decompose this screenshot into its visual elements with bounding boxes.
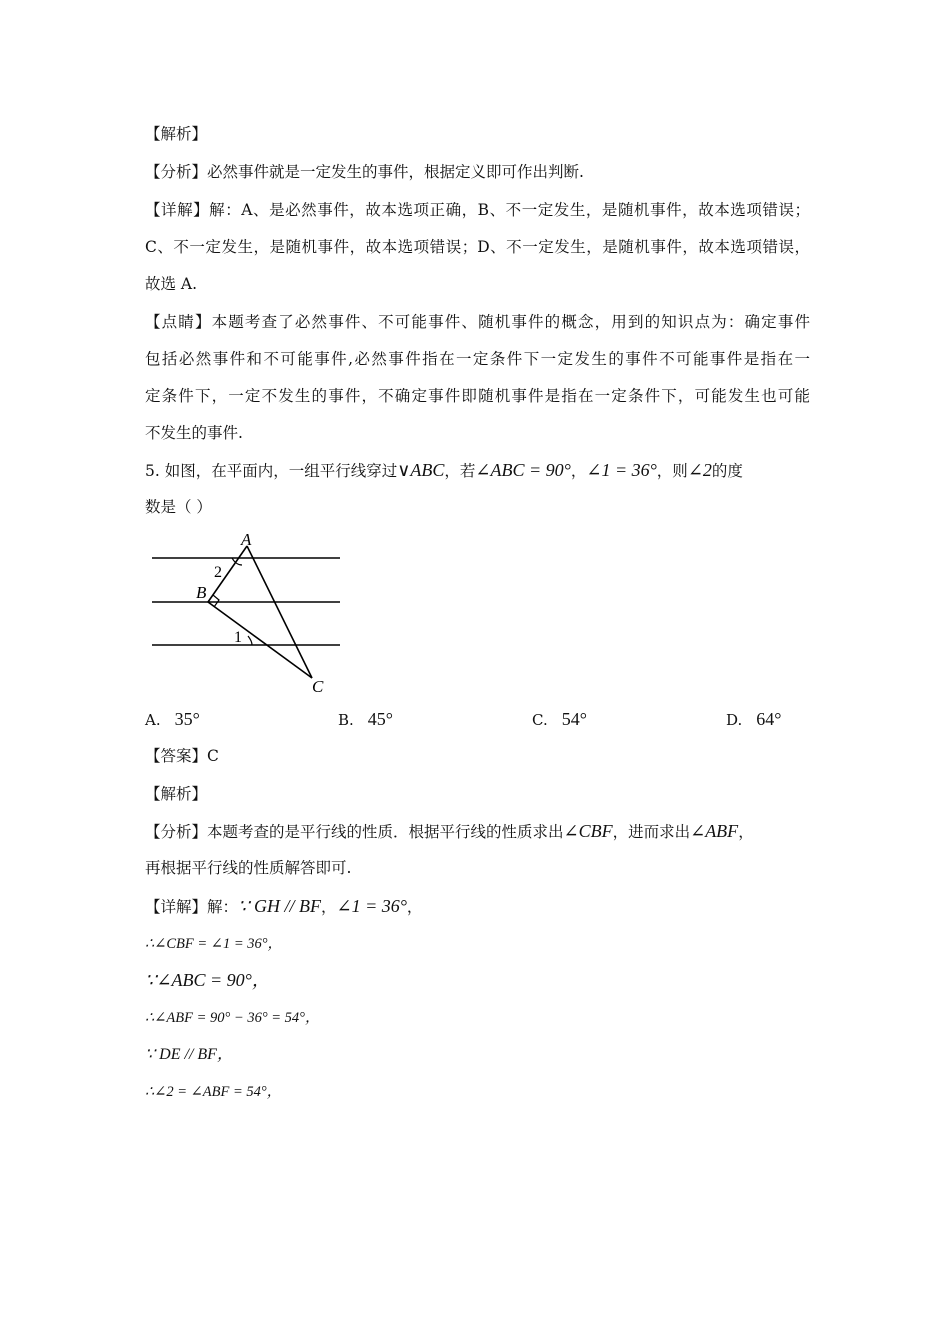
right-angle-mark: [213, 595, 219, 607]
option-d-letter: D.: [726, 711, 743, 729]
q5-analysis-line-2: 再根据平行线的性质解答即可.: [145, 859, 352, 877]
note-line-2: 包括必然事件和不可能事件,必然事件指在一定条件下一定发生的事件不可能事件是指在一: [145, 350, 810, 368]
stem-sep-1: ，若: [444, 462, 476, 480]
parallel-lines-figure: [140, 528, 350, 698]
option-c[interactable]: [532, 708, 587, 731]
label-b: B: [196, 583, 207, 602]
analysis-paragraph: 【分析】必然事件就是一定发生的事件，根据定义即可作出判断.: [145, 163, 584, 181]
segment-bc: [208, 602, 312, 678]
note-line-3: 定条件下，一定不发生的事件，不确定事件即随机事件是指在一定条件下，可能发生也可能: [145, 387, 810, 405]
option-d-value: 64°: [756, 709, 782, 729]
q5-analysis-heading: 【解析】: [145, 785, 208, 803]
option-a-value: 35°: [174, 709, 200, 729]
option-c-value: 54°: [561, 709, 587, 729]
step-sep: ，: [320, 898, 337, 916]
note-line-1: 【点睛】本题考查了必然事件、不可能事件、随机事件的概念，用到的知识点为：确定事件: [145, 313, 810, 331]
angle-abf: ∠ABF: [690, 821, 739, 841]
target-angle-2: ∠2: [687, 460, 712, 480]
stem-text-b: ，则: [656, 462, 688, 480]
label-angle-1: 1: [234, 629, 242, 646]
step-angle-2: ∴∠2 = ∠ABF = 54°，: [145, 1084, 282, 1100]
option-b-letter: B.: [338, 711, 354, 729]
option-c-letter: C.: [532, 711, 548, 729]
stem-text-a: 5. 如图，在平面内，一组平行线穿过: [145, 462, 398, 480]
step-gh-parallel-bf: ∵ GH // BF: [238, 896, 321, 916]
triangle-symbol: ∨ABC: [397, 460, 445, 480]
analysis-text-b: ，进而求出: [612, 823, 691, 841]
note-line-4: 不发生的事件.: [145, 424, 243, 442]
stem-sep-2: ，: [570, 462, 587, 480]
detail-line-1: 【详解】解：A、是必然事件，故本选项正确，B、不一定发生，是随机事件，故本选项错误；: [145, 201, 810, 219]
option-a[interactable]: [145, 708, 200, 731]
step-de-parallel-bf: ∵ DE // BF，: [145, 1046, 233, 1063]
label-c: C: [312, 677, 324, 696]
option-b[interactable]: [338, 708, 393, 731]
step-angle-1: ∠1 = 36°: [336, 896, 407, 916]
q5-detail-line-1: [145, 896, 810, 917]
analysis-text-c: ，: [738, 823, 754, 841]
step-abc: ∵∠ABC = 90°，: [145, 970, 270, 990]
segment-ac: [247, 546, 312, 678]
option-d[interactable]: [726, 708, 781, 731]
detail-prefix: 【详解】解：: [145, 898, 239, 916]
label-a: A: [241, 530, 252, 549]
option-a-letter: A.: [145, 711, 161, 729]
detail-line-2: C、不一定发生，是随机事件，故本选项错误；D、不一定发生，是随机事件，故本选项错误，: [145, 238, 810, 256]
step-end: ，: [406, 898, 423, 916]
analysis-heading: 【解析】: [145, 125, 208, 143]
angle-cbf: ∠CBF: [563, 821, 613, 841]
step-cbf: ∴∠CBF = ∠1 = 36°，: [145, 936, 283, 952]
analysis-text-a: 【分析】本题考查的是平行线的性质．根据平行线的性质求出: [145, 823, 564, 841]
question-5-stem-2: 数是（ ）: [145, 498, 212, 516]
condition-angle-abc: ∠ABC = 90°: [475, 460, 571, 480]
stem-text-c: 的度: [711, 462, 743, 480]
label-angle-2: 2: [214, 564, 222, 581]
q5-analysis-line-1: [145, 821, 810, 842]
detail-line-3: 故选 A.: [145, 275, 198, 293]
angle-1-arc: [248, 636, 252, 645]
condition-angle-1: ∠1 = 36°: [586, 460, 657, 480]
question-5-stem: [145, 460, 810, 481]
step-abf: ∴∠ABF = 90° − 36° = 54°，: [145, 1010, 320, 1026]
answer-line: 【答案】C: [145, 747, 219, 765]
option-b-value: 45°: [367, 709, 393, 729]
